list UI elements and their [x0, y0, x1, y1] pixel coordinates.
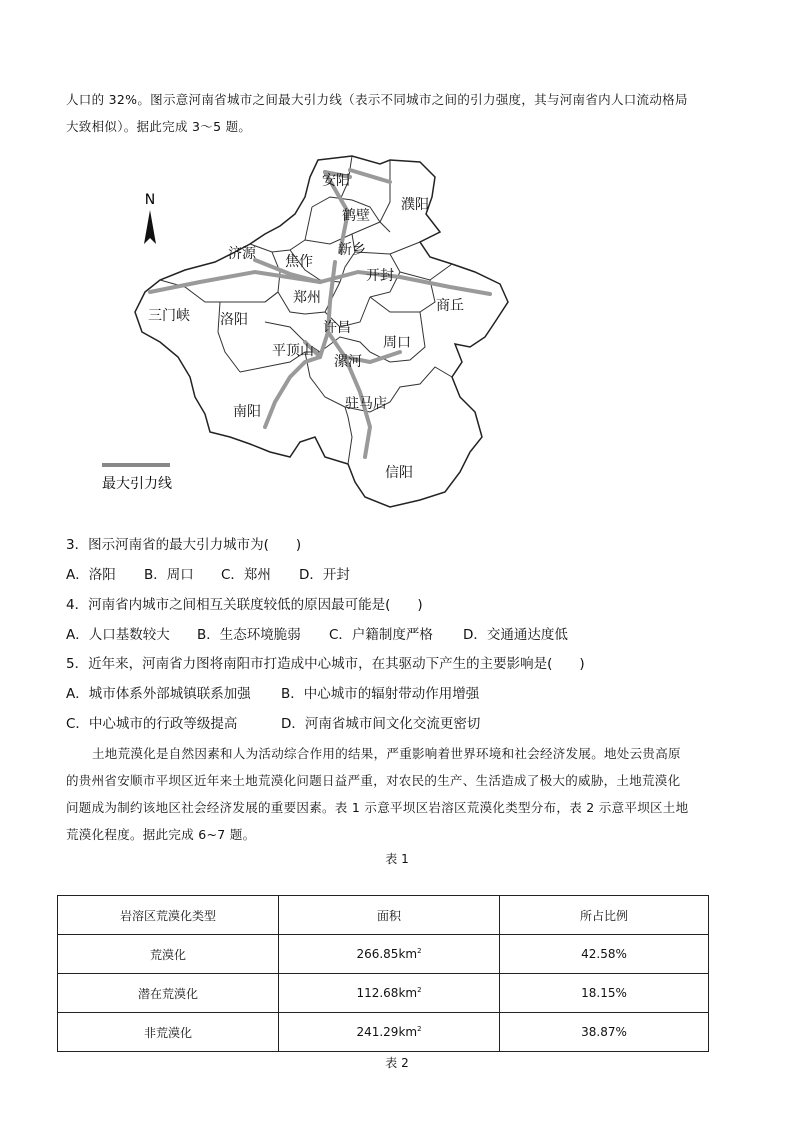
- area-cell: [279, 974, 500, 1013]
- area-unit: km: [398, 1025, 418, 1039]
- city-label: 鹤壁: [342, 208, 370, 224]
- city-labels: [148, 173, 464, 481]
- question-5-stem: 5．近年来，河南省力图将南阳市打造成中心城市，在其驱动下产生的主要影响是( ): [66, 656, 585, 672]
- option-d[interactable]: D．开封: [299, 567, 350, 583]
- ratio-cell: 18.15%: [500, 974, 709, 1013]
- question-3-stem: 3．图示河南省的最大引力城市为( ): [66, 537, 302, 553]
- option-a[interactable]: A．洛阳: [66, 567, 116, 583]
- city-label: 开封: [366, 268, 394, 284]
- north-label: N: [144, 192, 156, 208]
- area-unit: km: [398, 986, 418, 1000]
- intro-paragraph: [66, 86, 732, 140]
- ratio-cell: 38.87%: [500, 1013, 709, 1052]
- passage-line-1: 土地荒漠化是自然因素和人为活动综合作用的结果，严重影响着世界环境和社会经济发展。地处云贵高原: [92, 746, 681, 761]
- option-d[interactable]: D．河南省城市间文化交流更密切: [281, 716, 481, 732]
- area-value: 112.68: [356, 986, 399, 1000]
- city-label: 驻马店: [345, 396, 387, 412]
- legend-label: 最大引力线: [102, 476, 172, 492]
- table-row: [58, 974, 709, 1013]
- table-header-row: [58, 896, 709, 935]
- henan-gravity-map: [90, 152, 520, 522]
- question-4-options: [66, 625, 568, 645]
- table-row: [58, 935, 709, 974]
- province-outline: [135, 156, 508, 507]
- table1-caption: 表 1: [385, 852, 409, 866]
- city-label: 商丘: [436, 298, 464, 314]
- ratio-cell: 42.58%: [500, 935, 709, 974]
- passage-line-4: 荒漠化程度。据此完成 6~7 题。: [66, 827, 256, 842]
- question-3-options: [66, 565, 350, 585]
- option-b[interactable]: B．中心城市的辐射带动作用增强: [281, 686, 480, 702]
- city-label: 济源: [228, 246, 256, 262]
- area-unit: km: [398, 947, 418, 961]
- passage-paragraph: [66, 740, 732, 848]
- option-a[interactable]: A．城市体系外部城镇联系加强: [66, 686, 251, 702]
- type-cell: 非荒漠化: [58, 1013, 279, 1052]
- type-cell: 潜在荒漠化: [58, 974, 279, 1013]
- type-cell: 荒漠化: [58, 935, 279, 974]
- city-label: 漯河: [334, 354, 362, 370]
- passage-line-3: 问题成为制约该地区社会经济发展的重要因素。表 1 示意平坝区岩溶区荒漠化类型分布，表 2 示意平坝区土地: [66, 800, 689, 815]
- city-label: 三门峡: [148, 308, 190, 324]
- map-legend: [102, 465, 172, 492]
- area-exp: 2: [417, 986, 422, 994]
- city-label: 安阳: [322, 173, 350, 189]
- passage-line-2: 的贵州省安顺市平坝区近年来土地荒漠化问题日益严重，对农民的生产、生活造成了极大的威胁，土地荒漠化: [66, 773, 681, 788]
- city-label: 濮阳: [401, 197, 429, 213]
- north-arrow: [144, 192, 156, 244]
- city-label: 新乡: [338, 242, 366, 258]
- question-5-options-row1: [66, 684, 479, 704]
- intro-line-1: 人口的 32%。图示意河南省城市之间最大引力线（表示不同城市之间的引力强度，其与河南省内人口流动格局: [66, 92, 688, 107]
- option-c[interactable]: C．户籍制度严格: [329, 627, 433, 643]
- question-4-stem: 4．河南省内城市之间相互关联度较低的原因最可能是( ): [66, 597, 423, 613]
- area-cell: [279, 935, 500, 974]
- table1: [57, 895, 709, 1052]
- area-value: 241.29: [356, 1025, 399, 1039]
- area-exp: 2: [417, 947, 422, 955]
- table2-caption: 表 2: [385, 1056, 409, 1070]
- intro-line-2: 大致相似）。据此完成 3～5 题。: [66, 119, 252, 134]
- area-cell: [279, 1013, 500, 1052]
- city-label: 周口: [383, 335, 411, 351]
- header-cell: 岩溶区荒漠化类型: [58, 896, 279, 935]
- header-cell: 面积: [279, 896, 500, 935]
- option-d[interactable]: D．交通通达度低: [463, 627, 568, 643]
- header-cell: 所占比例: [500, 896, 709, 935]
- city-label: 许昌: [323, 320, 351, 336]
- city-label: 焦作: [285, 254, 313, 270]
- city-label: 南阳: [233, 404, 261, 420]
- option-b[interactable]: B．周口: [144, 567, 194, 583]
- option-c[interactable]: C．中心城市的行政等级提高: [66, 716, 238, 732]
- city-label: 郑州: [293, 290, 321, 306]
- table-row: [58, 1013, 709, 1052]
- question-5-options-row2: [66, 714, 480, 734]
- area-exp: 2: [417, 1025, 422, 1033]
- city-label: 平顶山: [272, 343, 314, 359]
- city-label: 信阳: [385, 465, 413, 481]
- area-value: 266.85: [356, 947, 399, 961]
- option-c[interactable]: C．郑州: [221, 567, 271, 583]
- option-b[interactable]: B．生态环境脆弱: [197, 627, 301, 643]
- city-label: 洛阳: [220, 312, 248, 328]
- option-a[interactable]: A．人口基数较大: [66, 627, 170, 643]
